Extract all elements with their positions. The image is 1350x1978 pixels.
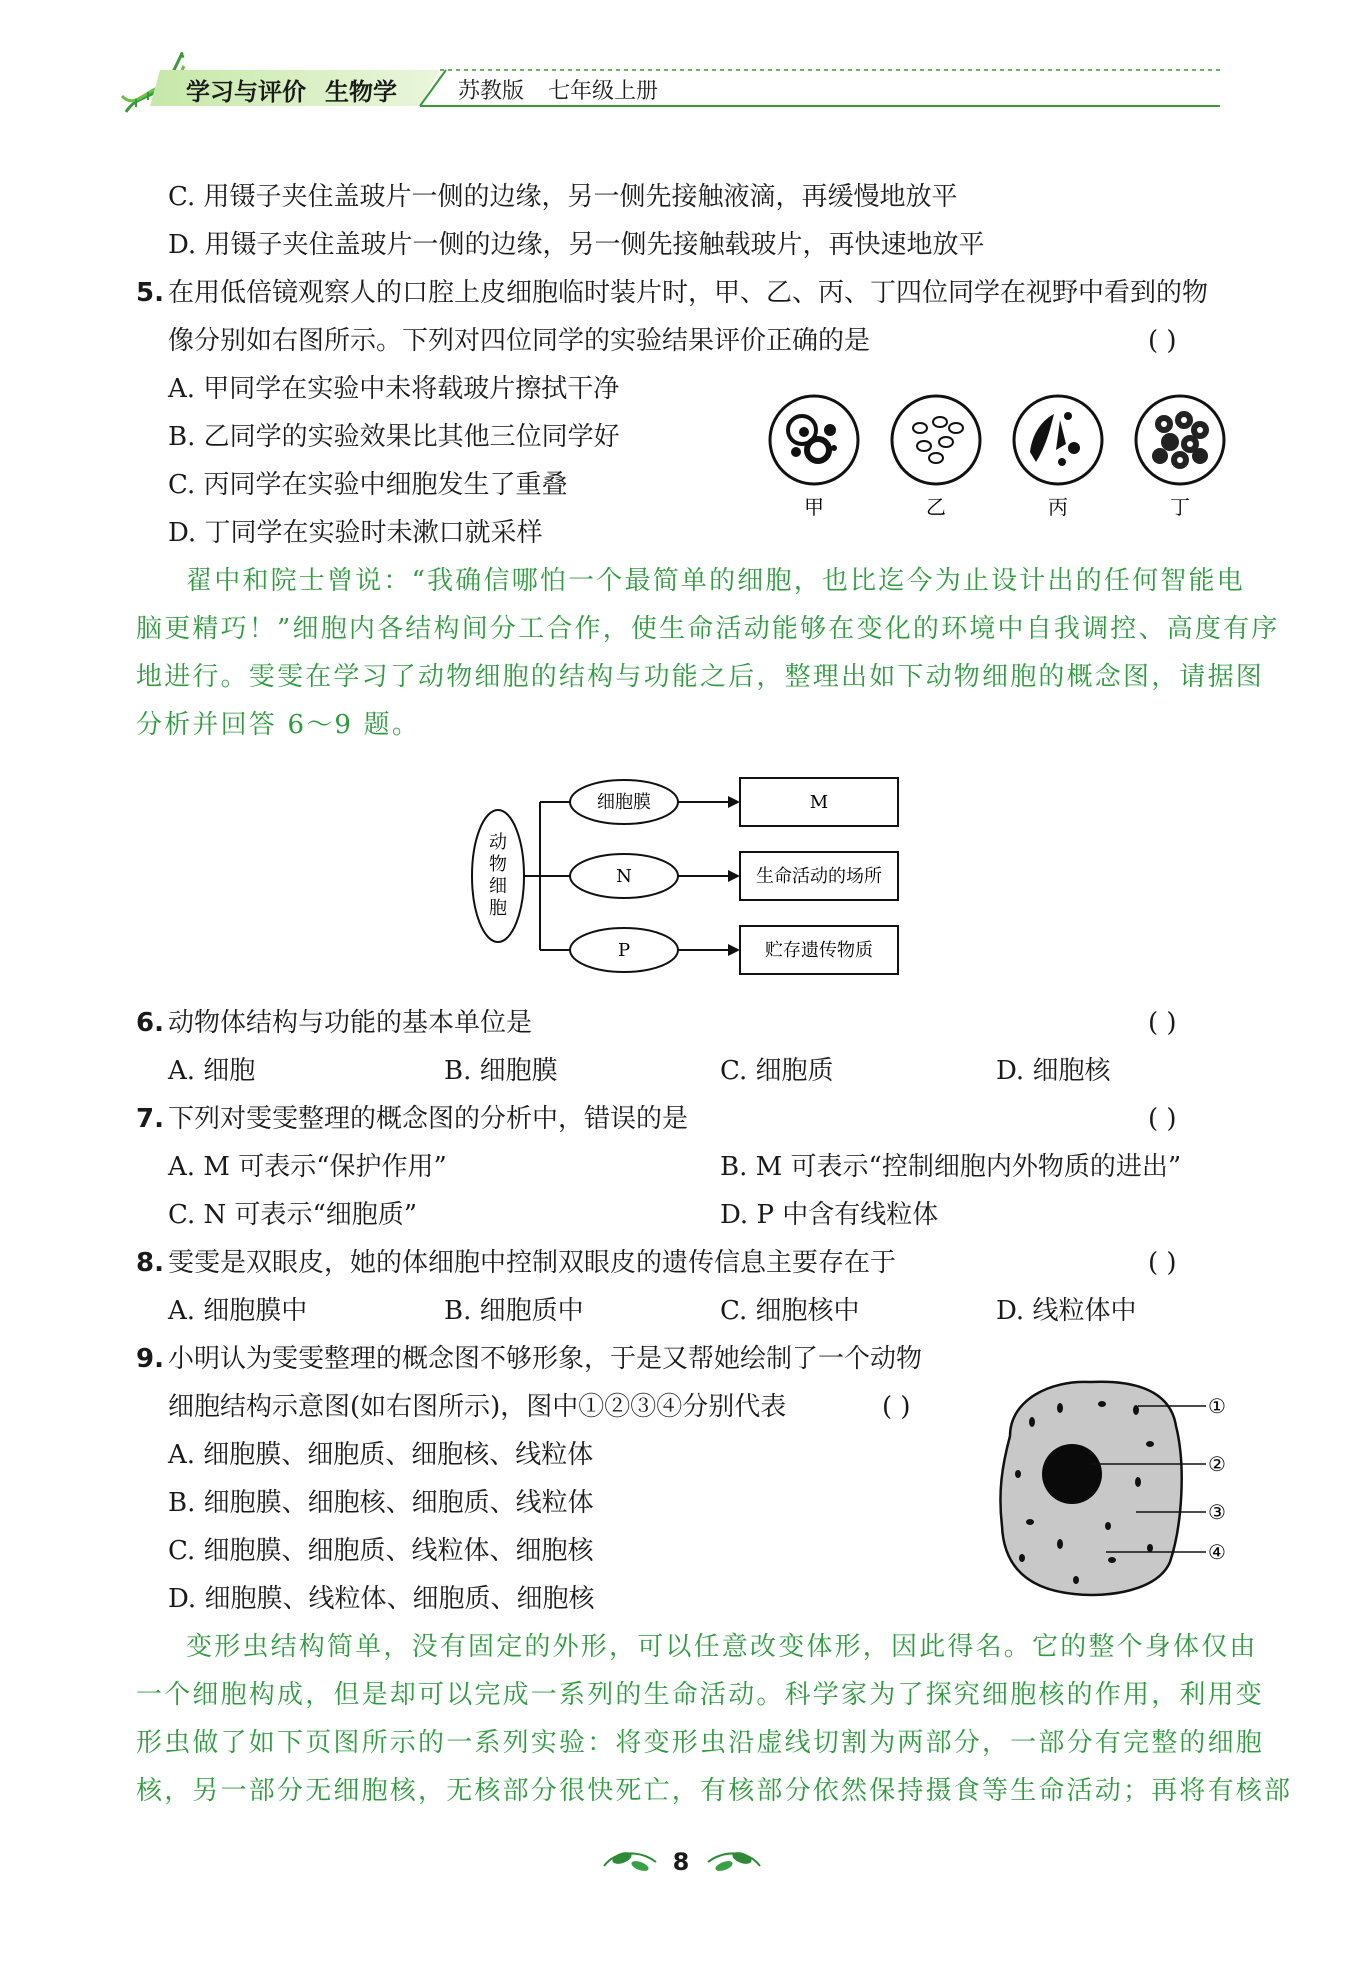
q7-option-c: C. N 可表示“细胞质”	[168, 1200, 418, 1230]
q6-answer-paren: ( )	[1148, 1008, 1177, 1038]
passage-2-line2: 一个细胞构成，但是却可以完成一系列的生命活动。科学家为了探究细胞核的作用，利用变	[136, 1680, 1265, 1710]
q8-option-b: B. 细胞质中	[444, 1296, 584, 1326]
passage-1-line2: 脑更精巧！”细胞内各结构间分工合作，使生命活动能够在变化的环境中自我调控、高度有序	[136, 614, 1280, 644]
label-2: ②	[1208, 1452, 1226, 1476]
cell-nucleus	[1042, 1444, 1102, 1504]
header-title: 学习与评价	[186, 78, 306, 106]
label-1: ①	[1208, 1394, 1226, 1418]
q8-option-a: A. 细胞膜中	[168, 1296, 308, 1326]
page-number: 8	[672, 1848, 690, 1876]
view-yi	[892, 396, 980, 484]
passage-1-line3: 地进行。雯雯在学习了动物细胞的结构与功能之后，整理出如下动物细胞的概念图，请据图	[136, 662, 1265, 692]
root-char-4: 胞	[489, 898, 507, 919]
q8-option-c: C. 细胞核中	[720, 1296, 860, 1326]
q9-stem-line1: 小明认为雯雯整理的概念图不够形象，于是又帮她绘制了一个动物	[168, 1344, 923, 1374]
passage-2-line4: 核，另一部分无细胞核，无核部分很快死亡，有核部分依然保持摄食等生命活动；再将有核部	[136, 1776, 1293, 1806]
header-subject: 生物学	[325, 78, 397, 106]
view-ding	[1136, 396, 1224, 484]
label-3: ③	[1208, 1500, 1226, 1524]
q9-option-a: A. 细胞膜、细胞质、细胞核、线粒体	[168, 1440, 594, 1470]
label-ding: 丁	[1170, 495, 1190, 519]
passage-1-line1: 翟中和院士曾说：“我确信哪怕一个最简单的细胞，也比迄今为止设计出的任何智能电	[186, 566, 1245, 596]
q9-stem-line2: 细胞结构示意图(如右图所示)，图中①②③④分别代表	[168, 1392, 787, 1422]
passage-2-line1: 变形虫结构简单，没有固定的外形，可以任意改变体形，因此得名。它的整个身体仅由	[186, 1632, 1258, 1662]
q5-option-a: A. 甲同学在实验中未将载玻片擦拭干净	[168, 374, 620, 404]
q7-number: 7.	[136, 1104, 164, 1134]
q5-stem-line2: 像分别如右图所示。下列对四位同学的实验结果评价正确的是	[168, 326, 871, 356]
label-bing: 丙	[1048, 495, 1068, 519]
q5-stem-line1: 在用低倍镜观察人的口腔上皮细胞临时装片时，甲、乙、丙、丁四位同学在视野中看到的物	[168, 278, 1209, 308]
q9-answer-paren: ( )	[882, 1392, 911, 1422]
q9-option-c: C. 细胞膜、细胞质、线粒体、细胞核	[168, 1536, 594, 1566]
q5-option-d: D. 丁同学在实验时未漱口就采样	[168, 518, 543, 548]
q6-option-c: C. 细胞质	[720, 1056, 834, 1086]
box-m-label: M	[809, 792, 829, 813]
box-life-activity-label: 生命活动的场所	[756, 866, 882, 887]
q5-microscope-views-figure	[760, 390, 1240, 520]
q7-stem: 下列对雯雯整理的概念图的分析中，错误的是	[168, 1104, 689, 1134]
q6-number: 6.	[136, 1008, 164, 1038]
q5-option-c: C. 丙同学在实验中细胞发生了重叠	[168, 470, 568, 500]
q9-option-b: B. 细胞膜、细胞核、细胞质、线粒体	[168, 1488, 594, 1518]
q6-option-b: B. 细胞膜	[444, 1056, 558, 1086]
q9-animal-cell-figure	[990, 1376, 1240, 1602]
node-n-label: N	[616, 866, 632, 887]
q4-option-c: C. 用镊子夹住盖玻片一侧的边缘，另一侧先接触液滴，再缓慢地放平	[168, 182, 958, 212]
leaf-left-icon	[600, 1846, 660, 1876]
q6-option-d: D. 细胞核	[996, 1056, 1111, 1086]
q7-option-a: A. M 可表示“保护作用”	[168, 1152, 447, 1182]
root-char-2: 物	[489, 854, 507, 875]
box-genetic-label: 贮存遗传物质	[765, 940, 873, 961]
q8-option-d: D. 线粒体中	[996, 1296, 1137, 1326]
root-char-1: 动	[489, 832, 507, 853]
node-membrane-label: 细胞膜	[597, 792, 651, 813]
q7-option-b: B. M 可表示“控制细胞内外物质的进出”	[720, 1152, 1182, 1182]
header-edition: 苏教版	[458, 79, 525, 104]
q8-answer-paren: ( )	[1148, 1248, 1177, 1278]
header-band	[150, 62, 1220, 112]
q4-option-d: D. 用镊子夹住盖玻片一侧的边缘，另一侧先接触载玻片，再快速地放平	[168, 230, 985, 260]
node-p-label: P	[617, 940, 631, 961]
q5-option-b: B. 乙同学的实验效果比其他三位同学好	[168, 422, 620, 452]
q9-option-d: D. 细胞膜、线粒体、细胞质、细胞核	[168, 1584, 595, 1614]
view-bing	[1014, 396, 1102, 484]
view-jia	[770, 396, 858, 484]
header-grade: 七年级上册	[548, 79, 659, 104]
q7-option-d: D. P 中含有线粒体	[720, 1200, 939, 1230]
passage-1-line4: 分析并回答 6～9 题。	[136, 710, 421, 740]
q6-stem: 动物体结构与功能的基本单位是	[168, 1008, 533, 1038]
label-jia: 甲	[804, 495, 824, 519]
q5-number: 5.	[136, 278, 164, 308]
root-char-3: 细	[489, 876, 507, 897]
q9-number: 9.	[136, 1344, 164, 1374]
passage-2-line3: 形虫做了如下页图所示的一系列实验：将变形虫沿虚线切割为两部分，一部分有完整的细胞	[136, 1728, 1265, 1758]
leaf-right-icon	[704, 1846, 764, 1876]
q8-number: 8.	[136, 1248, 164, 1278]
q8-stem: 雯雯是双眼皮，她的体细胞中控制双眼皮的遗传信息主要存在于	[168, 1248, 897, 1278]
q7-answer-paren: ( )	[1148, 1104, 1177, 1134]
concept-map-figure	[466, 772, 906, 982]
q6-option-a: A. 细胞	[168, 1056, 256, 1086]
q5-answer-paren: ( )	[1148, 326, 1177, 356]
label-yi: 乙	[926, 495, 946, 519]
label-4: ④	[1208, 1540, 1226, 1564]
